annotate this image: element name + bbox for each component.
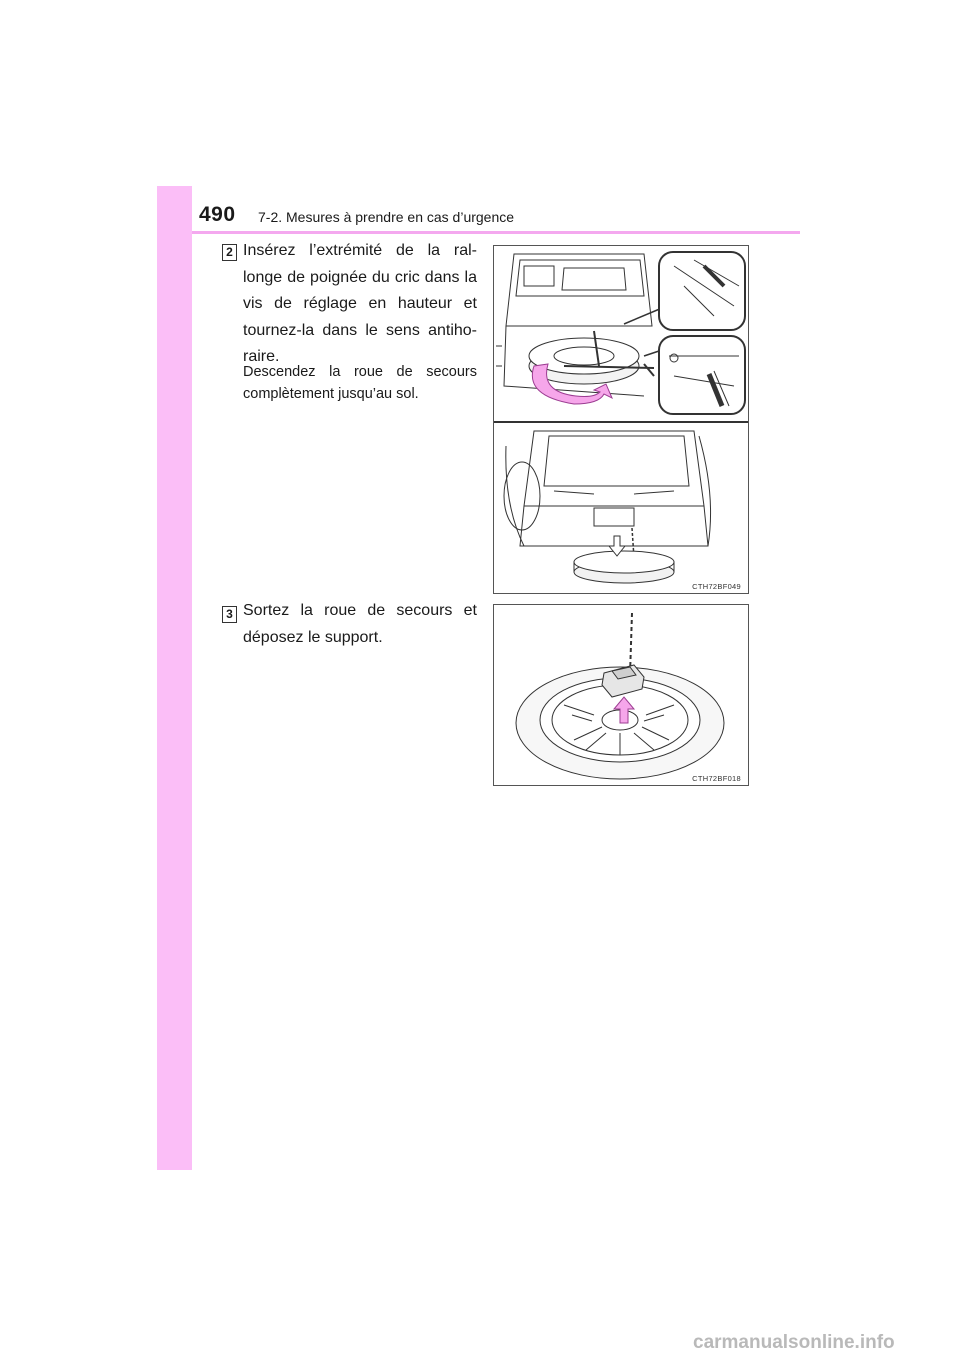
step-instruction: Insérez l’extrémité de la ral-longe de poignée du cric dans la vis de réglage en hauteur et tournez-la dans le sens antiho-raire. [243,242,477,365]
remove-spare-tire-illustration [494,605,749,786]
header-divider [192,231,800,234]
watermark: carmanualsonline.info [693,1332,895,1353]
chapter-side-band [157,186,192,1170]
figure-code: CTH72BF018 [692,774,741,783]
step-instruction: Sortez la roue de secours et déposez le support. [243,602,477,646]
figure-remove-spare-tire [493,604,749,786]
page-number: 490 [199,203,236,226]
figure-code: CTH72BF049 [692,582,741,591]
step-note: Descendez la roue de secours complètement jusqu’au sol. [243,364,477,402]
figure-lower-spare-tire [493,245,749,594]
lower-spare-tire-illustration [494,246,749,594]
section-title: 7-2. Mesures à prendre en cas d’urgence [258,209,515,225]
step-number-badge: 2 [222,244,237,261]
step-number-badge: 3 [222,606,237,623]
